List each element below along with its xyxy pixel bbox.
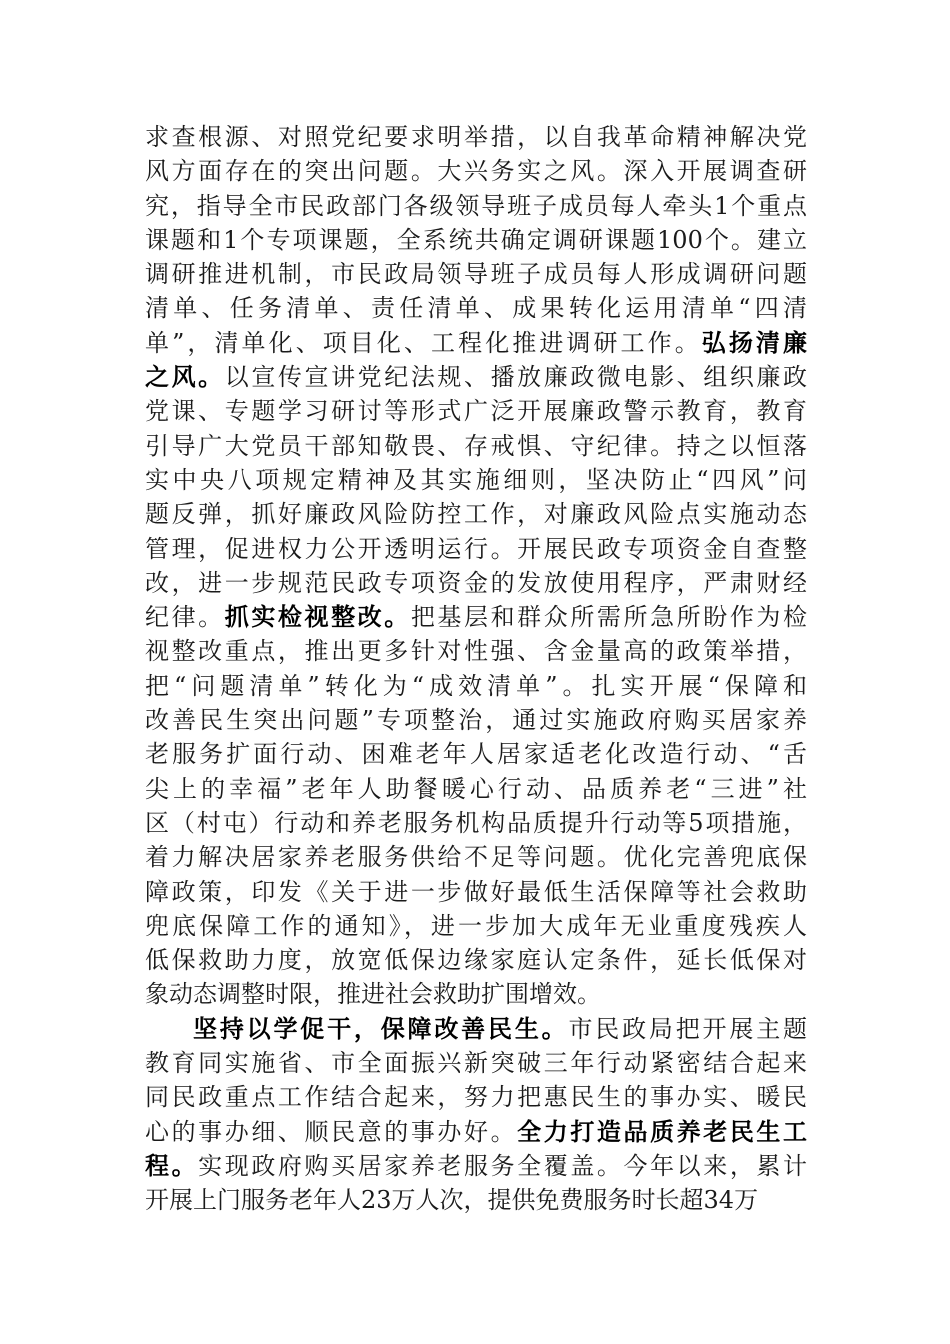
text-line bbox=[145, 1046, 807, 1080]
text-line bbox=[145, 772, 807, 806]
bold-heading-text: 之风。 bbox=[145, 362, 225, 392]
text-line bbox=[145, 806, 807, 840]
text-line bbox=[145, 463, 807, 497]
text-line bbox=[145, 394, 807, 428]
body-text: 管理，促进权力公开透明运行。开展民政专项资金自查整 bbox=[145, 534, 807, 563]
text-line bbox=[145, 257, 807, 291]
body-text: 题反弹，抓好廉政风险防控工作，对廉政风险点实施动态 bbox=[145, 500, 807, 529]
body-text: 党课、专题学习研讨等形式广泛开展廉政警示教育，教育 bbox=[145, 397, 807, 426]
text-line bbox=[145, 703, 807, 737]
paragraph bbox=[145, 120, 807, 1012]
text-line bbox=[145, 154, 807, 188]
body-text: 象动态调整时限，推进社会救助扩围增效。 bbox=[145, 980, 601, 1009]
body-text: 清单、任务清单、责任清单、成果转化运用清单“四清 bbox=[145, 294, 807, 323]
text-line bbox=[145, 291, 807, 325]
body-text: 以宣传宣讲党纪法规、播放廉政微电影、组织廉政 bbox=[224, 363, 807, 392]
body-text: 纪律。 bbox=[145, 603, 225, 632]
text-line bbox=[145, 532, 807, 566]
body-text: 尖上的幸福”老年人助餐暖心行动、品质养老“三进”社 bbox=[145, 774, 807, 803]
body-text: 求查根源、对照党纪要求明举措，以自我革命精神解决党 bbox=[145, 123, 807, 151]
body-text: 改善民生突出问题”专项整治，通过实施政府购买居家养 bbox=[145, 706, 807, 735]
text-line bbox=[145, 1183, 807, 1217]
text-line bbox=[145, 360, 807, 394]
bold-heading-text: 抓实检视整改。 bbox=[224, 602, 411, 632]
text-line bbox=[145, 737, 807, 771]
text-line bbox=[145, 1012, 807, 1046]
body-text: 把“问题清单”转化为“成效清单”。扎实开展“保障和 bbox=[145, 671, 807, 700]
bold-heading-text: 弘扬清廉 bbox=[701, 327, 807, 357]
text-line bbox=[145, 634, 807, 668]
body-text: 心的事办细、顺民意的事办好。 bbox=[145, 1117, 518, 1146]
body-text: 区（村屯）行动和养老服务机构品质提升行动等5项措施， bbox=[145, 808, 807, 837]
body-text: 究，指导全市民政部门各级领导班子成员每人牵头1个重点 bbox=[145, 191, 807, 220]
text-line bbox=[145, 189, 807, 223]
body-text: 障政策，印发《关于进一步做好最低生活保障等社会救助 bbox=[145, 877, 807, 906]
body-text: 兜底保障工作的通知》，进一步加大成年无业重度残疾人 bbox=[145, 911, 807, 940]
bold-heading-text: 坚持以学促干，保障改善民生。 bbox=[193, 1013, 569, 1043]
text-line bbox=[145, 600, 807, 634]
body-text: 低保救助力度，放宽低保边缘家庭认定条件，延长低保对 bbox=[145, 946, 807, 975]
bold-heading-text: 程。 bbox=[145, 1150, 199, 1180]
bold-heading-text: 全力打造品质养老民生工 bbox=[517, 1116, 808, 1146]
text-line bbox=[145, 840, 807, 874]
text-line bbox=[145, 669, 807, 703]
body-text: 教育同实施省、市全面振兴新突破三年行动紧密结合起来 bbox=[145, 1049, 807, 1078]
body-text: 同民政重点工作结合起来，努力把惠民生的事办实、暖民 bbox=[145, 1083, 807, 1112]
text-line bbox=[145, 943, 807, 977]
text-line bbox=[145, 1149, 807, 1183]
body-text: 着力解决居家养老服务供给不足等问题。优化完善兜底保 bbox=[145, 843, 807, 872]
text-line bbox=[145, 223, 807, 257]
body-text: 风方面存在的突出问题。大兴务实之风。深入开展调查研 bbox=[145, 157, 807, 186]
document-body bbox=[145, 120, 807, 1218]
body-text: 开展上门服务老年人23万人次，提供免费服务时长超34万 bbox=[145, 1186, 759, 1215]
body-text: 市民政局把开展主题 bbox=[568, 1014, 808, 1043]
body-text: 调研推进机制，市民政局领导班子成员每人形成调研问题 bbox=[145, 260, 807, 289]
body-text: 老服务扩面行动、困难老年人居家适老化改造行动、“舌 bbox=[145, 740, 807, 769]
body-text: 视整改重点，推出更多针对性强、含金量高的政策举措， bbox=[145, 637, 807, 666]
text-line bbox=[145, 120, 807, 154]
text-line bbox=[145, 875, 807, 909]
text-line bbox=[145, 1115, 807, 1149]
paragraph bbox=[145, 1012, 807, 1218]
text-line bbox=[145, 909, 807, 943]
body-text: 引导广大党员干部知敬畏、存戒惧、守纪律。持之以恒落 bbox=[145, 431, 807, 460]
body-text: 课题和1个专项课题，全系统共确定调研课题100个。建立 bbox=[145, 225, 807, 254]
body-text: 实中央八项规定精神及其实施细则，坚决防止“四风”问 bbox=[145, 465, 807, 494]
body-text: 实现政府购买居家养老服务全覆盖。今年以来，累计 bbox=[198, 1151, 808, 1180]
text-line bbox=[145, 497, 807, 531]
body-text: 单”，清单化、项目化、工程化推进调研工作。 bbox=[145, 328, 702, 357]
text-line bbox=[145, 326, 807, 360]
text-line bbox=[145, 429, 807, 463]
text-line bbox=[145, 977, 807, 1011]
body-text: 改，进一步规范民政专项资金的发放使用程序，严肃财经 bbox=[145, 568, 807, 597]
text-line bbox=[145, 566, 807, 600]
text-line bbox=[145, 1080, 807, 1114]
body-text: 把基层和群众所需所急所盼作为检 bbox=[410, 603, 808, 632]
